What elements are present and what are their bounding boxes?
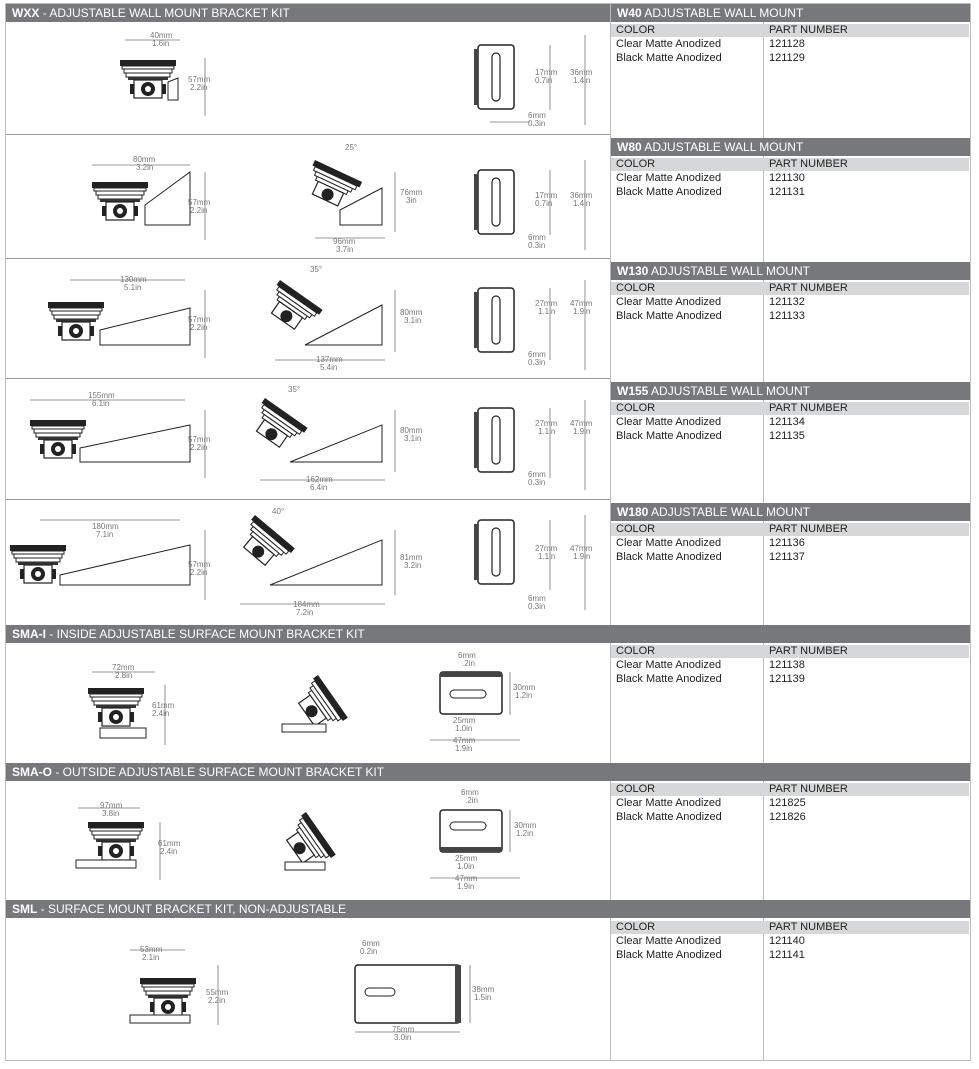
svg-text:2.4in: 2.4in	[152, 709, 170, 718]
svg-text:61mm: 61mm	[158, 839, 181, 848]
svg-text:0.3in: 0.3in	[528, 478, 546, 487]
svg-text:1.9in: 1.9in	[457, 882, 475, 891]
svg-text:0.3in: 0.3in	[528, 602, 546, 611]
table-row: Black Matte Anodized 121139	[616, 673, 805, 685]
table-row: Clear Matte Anodized 121140	[616, 935, 805, 947]
svg-text:2.2in: 2.2in	[190, 206, 208, 215]
svg-text:27mm: 27mm	[535, 419, 558, 428]
svg-text:72mm: 72mm	[112, 663, 135, 672]
svg-text:6mm: 6mm	[461, 788, 479, 797]
table-row: Black Matte Anodized 121135	[616, 430, 805, 442]
svg-text:1.4in: 1.4in	[573, 199, 591, 208]
svg-text:1.2in: 1.2in	[516, 829, 534, 838]
svg-text:6mm: 6mm	[362, 939, 380, 948]
svg-text:17mm: 17mm	[535, 191, 558, 200]
svg-text:162mm: 162mm	[306, 475, 333, 484]
svg-text:40°: 40°	[272, 507, 285, 516]
svg-text:2.2in: 2.2in	[190, 323, 208, 332]
parts-table-sma-i: COLOR PART NUMBER Clear Matte Anodized 121138 Black Matte Anodized 121139	[611, 645, 969, 686]
svg-text:36mm: 36mm	[570, 191, 593, 200]
svg-text:6mm: 6mm	[528, 594, 546, 603]
parts-table-sma-o: COLOR PART NUMBER Clear Matte Anodized 121825 Black Matte Anodized 121826	[611, 783, 969, 824]
table-header-w180: W180 ADJUSTABLE WALL MOUNT	[611, 503, 970, 521]
svg-text:1.2in: 1.2in	[515, 691, 533, 700]
table-row: Clear Matte Anodized 121825	[616, 797, 806, 809]
svg-text:3.8in: 3.8in	[102, 809, 120, 818]
svg-text:1.5in: 1.5in	[474, 993, 492, 1002]
svg-text:35°: 35°	[288, 385, 301, 394]
svg-text:47mm: 47mm	[453, 736, 476, 745]
svg-text:1.6in: 1.6in	[152, 39, 170, 48]
svg-text:27mm: 27mm	[535, 544, 558, 553]
svg-text:81mm: 81mm	[400, 553, 423, 562]
svg-text:2.2in: 2.2in	[190, 83, 208, 92]
svg-text:0.7in: 0.7in	[535, 199, 553, 208]
svg-text:47mm: 47mm	[570, 544, 593, 553]
svg-text:40mm: 40mm	[150, 31, 173, 40]
svg-text:1.1in: 1.1in	[538, 427, 556, 436]
svg-text:6mm: 6mm	[528, 470, 546, 479]
svg-text:47mm: 47mm	[570, 299, 593, 308]
svg-text:57mm: 57mm	[188, 560, 211, 569]
section-header-wxx: WXX - ADJUSTABLE WALL MOUNT BRACKET KIT	[6, 4, 610, 22]
svg-text:2.2in: 2.2in	[190, 443, 208, 452]
svg-text:.2in: .2in	[462, 659, 475, 668]
table-row: Clear Matte Anodized 121138	[616, 659, 805, 671]
svg-text:1.1in: 1.1in	[538, 307, 556, 316]
table-header-w130: W130 ADJUSTABLE WALL MOUNT	[611, 262, 970, 280]
svg-text:1.9in: 1.9in	[573, 307, 591, 316]
svg-text:3in: 3in	[406, 196, 417, 205]
svg-text:57mm: 57mm	[188, 435, 211, 444]
table-row: Black Matte Anodized 121129	[616, 52, 805, 64]
svg-text:27mm: 27mm	[535, 299, 558, 308]
svg-text:0.3in: 0.3in	[528, 241, 546, 250]
svg-text:3.2in: 3.2in	[404, 561, 422, 570]
table-row: Clear Matte Anodized 121134	[616, 416, 805, 428]
svg-text:6.4in: 6.4in	[310, 483, 328, 492]
svg-text:.2in: .2in	[465, 796, 478, 805]
svg-text:61mm: 61mm	[152, 701, 175, 710]
parts-table-w155: COLOR PART NUMBER Clear Matte Anodized 121134 Black Matte Anodized 121135	[611, 402, 969, 443]
svg-text:17mm: 17mm	[535, 68, 558, 77]
svg-text:57mm: 57mm	[188, 198, 211, 207]
table-row: Clear Matte Anodized 121132	[616, 296, 805, 308]
svg-text:2.1in: 2.1in	[142, 953, 160, 962]
svg-text:1.0in: 1.0in	[457, 862, 475, 871]
svg-text:7.2in: 7.2in	[296, 608, 314, 617]
svg-text:35°: 35°	[310, 265, 323, 274]
svg-text:55mm: 55mm	[206, 988, 229, 997]
svg-text:137mm: 137mm	[316, 355, 343, 364]
table-row: Black Matte Anodized 121131	[616, 186, 805, 198]
svg-text:6.1in: 6.1in	[92, 399, 110, 408]
svg-text:2.2in: 2.2in	[190, 568, 208, 577]
svg-text:53mm: 53mm	[140, 945, 163, 954]
svg-text:3.2in: 3.2in	[136, 163, 154, 172]
svg-text:184mm: 184mm	[293, 600, 320, 609]
svg-text:5.1in: 5.1in	[124, 283, 142, 292]
svg-text:47mm: 47mm	[455, 874, 478, 883]
svg-text:0.7in: 0.7in	[535, 76, 553, 85]
svg-text:75mm: 75mm	[392, 1025, 415, 1034]
table-row: Clear Matte Anodized 121128	[616, 38, 805, 50]
svg-text:3.1in: 3.1in	[404, 316, 422, 325]
svg-text:6mm: 6mm	[528, 350, 546, 359]
svg-text:7.1in: 7.1in	[96, 530, 114, 539]
table-row: Clear Matte Anodized 121130	[616, 172, 805, 184]
svg-text:1.1in: 1.1in	[538, 552, 556, 561]
svg-text:97mm: 97mm	[100, 801, 123, 810]
parts-table-w40: COLOR PART NUMBER Clear Matte Anodized 121128 Black Matte Anodized 121129	[611, 24, 969, 65]
table-row: Black Matte Anodized 121141	[616, 949, 805, 961]
svg-text:2.2in: 2.2in	[208, 996, 226, 1005]
parts-table-w80: COLOR PART NUMBER Clear Matte Anodized 121130 Black Matte Anodized 121131	[611, 158, 969, 199]
svg-text:1.0in: 1.0in	[455, 724, 473, 733]
svg-text:5.4in: 5.4in	[320, 363, 338, 372]
svg-text:0.3in: 0.3in	[528, 119, 546, 128]
table-row: Black Matte Anodized 121133	[616, 310, 805, 322]
svg-text:80mm: 80mm	[133, 155, 156, 164]
svg-text:38mm: 38mm	[472, 985, 495, 994]
svg-text:155mm: 155mm	[88, 391, 115, 400]
svg-text:180mm: 180mm	[92, 522, 119, 531]
svg-text:3.1in: 3.1in	[404, 434, 422, 443]
svg-text:2.8in: 2.8in	[115, 671, 133, 680]
svg-text:2.4in: 2.4in	[160, 847, 178, 856]
section-header-sml: SML - SURFACE MOUNT BRACKET KIT, NON-ADJUSTABLE	[6, 900, 970, 918]
svg-text:30mm: 30mm	[513, 683, 536, 692]
svg-text:130mm: 130mm	[120, 275, 147, 284]
drawing-sml	[130, 950, 470, 1032]
svg-text:3.0in: 3.0in	[394, 1033, 412, 1042]
svg-text:1.9in: 1.9in	[573, 427, 591, 436]
svg-text:76mm: 76mm	[400, 188, 423, 197]
table-header-w80: W80 ADJUSTABLE WALL MOUNT	[611, 138, 970, 156]
drawing-sma-o	[76, 808, 520, 880]
svg-text:47mm: 47mm	[570, 419, 593, 428]
parts-table-w130: COLOR PART NUMBER Clear Matte Anodized 121132 Black Matte Anodized 121133	[611, 282, 969, 323]
svg-text:1.4in: 1.4in	[573, 76, 591, 85]
svg-text:36mm: 36mm	[570, 68, 593, 77]
section-header-sma-i: SMA-I - INSIDE ADJUSTABLE SURFACE MOUNT BRACKET KIT	[6, 625, 970, 643]
svg-text:6mm: 6mm	[528, 111, 546, 120]
svg-text:80mm: 80mm	[400, 308, 423, 317]
svg-text:80mm: 80mm	[400, 426, 423, 435]
svg-text:25mm: 25mm	[455, 854, 478, 863]
table-header-w155: W155 ADJUSTABLE WALL MOUNT	[611, 382, 970, 400]
svg-text:1.9in: 1.9in	[573, 552, 591, 561]
svg-text:0.3in: 0.3in	[528, 358, 546, 367]
svg-text:25mm: 25mm	[453, 716, 476, 725]
svg-text:57mm: 57mm	[188, 75, 211, 84]
svg-text:30mm: 30mm	[514, 821, 537, 830]
parts-table-sml: COLOR PART NUMBER Clear Matte Anodized 121140 Black Matte Anodized 121141	[611, 921, 969, 962]
table-row: Black Matte Anodized 121826	[616, 811, 806, 823]
section-header-sma-o: SMA-O - OUTSIDE ADJUSTABLE SURFACE MOUNT BRACKET KIT	[6, 763, 970, 781]
table-header-w40: W40 ADJUSTABLE WALL MOUNT	[611, 4, 970, 22]
parts-table-w180: COLOR PART NUMBER Clear Matte Anodized 121136 Black Matte Anodized 121137	[611, 523, 969, 564]
table-row: Clear Matte Anodized 121136	[616, 537, 805, 549]
svg-text:3.7in: 3.7in	[336, 245, 354, 254]
svg-text:6mm: 6mm	[458, 651, 476, 660]
svg-text:6mm: 6mm	[528, 233, 546, 242]
table-row: Black Matte Anodized 121137	[616, 551, 805, 563]
svg-text:1.9in: 1.9in	[455, 744, 473, 753]
svg-text:25°: 25°	[345, 143, 358, 152]
svg-text:0.2in: 0.2in	[360, 947, 378, 956]
svg-text:96mm: 96mm	[333, 237, 356, 246]
svg-text:57mm: 57mm	[188, 315, 211, 324]
